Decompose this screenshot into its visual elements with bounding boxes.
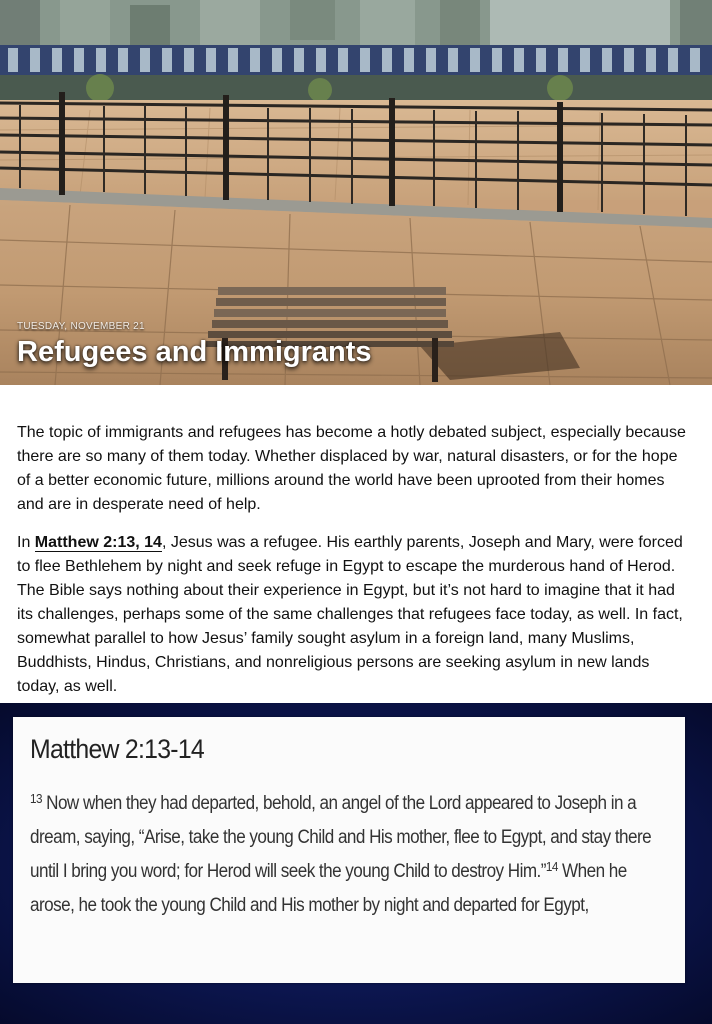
hero-image (0, 0, 712, 385)
post-title: Refugees and Immigrants (17, 336, 372, 368)
post-date: TUESDAY, NOVEMBER 21 (17, 321, 145, 332)
scripture-title: Matthew 2:13-14 (30, 734, 204, 764)
verse-number-14: 14 (545, 859, 558, 874)
scripture-link[interactable]: Matthew 2:13, 14 (34, 534, 162, 551)
scripture-image (0, 703, 712, 1024)
paragraph-prefix: In (17, 534, 35, 551)
scripture-card (13, 717, 685, 983)
article-paragraph-2 (17, 531, 693, 699)
verse-13: Now when they had departed, behold, an angel of the Lord appeared to Joseph in a dream, saying, “Arise, take the young Child and His mother, flee to Egypt, and stay there until I bring you word; for Herod will seek the young Child to destroy Him.” (30, 793, 652, 882)
article-body (0, 385, 712, 699)
verse-number-13: 13 (30, 791, 42, 806)
verse-14: When he arose, he took the young Child and His mother by night and departed for Egypt, (30, 861, 627, 916)
paragraph-text: , Jesus was a refugee. His earthly parents, Joseph and Mary, were forced to flee Bethlehem by night and seek refuge in Egypt to escape the murderous hand of Herod. The Bible says nothing about their experience in Egypt, but it’s not hard to imagine that it had its challenges, perhaps some of the same challenges that refugees face today, as well. In fact, somewhat parallel to how Jesus’ family sought asylum in a foreign land, many Muslims, Buddhists, Hindus, Christians, and nonreligious persons are seeking asylum in new lands today, as well. (17, 534, 683, 695)
scripture-text (30, 787, 660, 923)
article-paragraph-1: The topic of immigrants and refugees has become a hotly debated subject, especially because there are so many of them today. Whether displaced by war, natural disasters, or for the hope of a better economic future, millions around the world have been uprooted from their homes and are in desperate need of help. (17, 424, 686, 513)
